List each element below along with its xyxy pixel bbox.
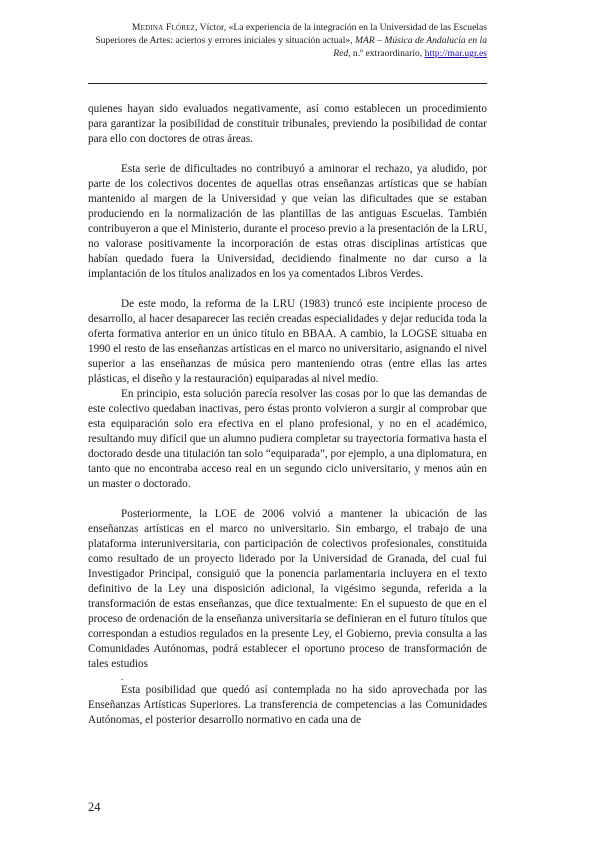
- paragraph: Esta serie de dificultades no contribuyó a aminorar el rechazo, ya aludido, por parte de los colectivos docentes de aquellas otras enseñanzas artísticas que se habían mantenido al margen de la Universidad y que veían las dificultades que se estaban produciendo en la normalización de las plantillas de las antiguas Escuelas. También contribuyeron a que el Ministerio, durante el proceso previo a la presentación de la LRU, no valorase positivamente la incorporación de estas otras disciplinas artísticas que habían quedado fuera la Universidad, decidiendo finalmente no dar curso a la implantación de los títulos analizados en los ya comentados Libros Verdes.: [88, 163, 487, 280]
- page-number: 24: [88, 800, 101, 814]
- paragraph: De este modo, la reforma de la LRU (1983) truncó este incipiente proceso de desarrollo, al hacer desaparecer las recién creadas especialidades y dejar reducida toda la oferta formativa anterior en un único título en BBAA. A cambio, la LOGSE situaba en 1990 el resto de las enseñanzas artísticas en el marco no universitario, asignando el nivel superior a las enseñanzas de música pero manteniendo otras (entre ellas las artes plásticas, el diseño y la restauración) equiparadas al nivel medio.: [88, 298, 487, 385]
- body-text: [88, 102, 487, 743]
- header-line2: Superiores de Artes: aciertos y errores iniciales y situación actual»,: [95, 35, 356, 46]
- header-rule: [88, 83, 487, 84]
- stray-period: .: [121, 672, 124, 682]
- paragraph: Posteriormente, la LOE de 2006 volvió a mantener la ubicación de las enseñanzas artísticas en el marco no universitario. Sin embargo, el trabajo de una plataforma interuniversitaria, con participación de colectivos profesionales, constituida como resultado de un proyecto liderado por la Universidad de Granada, del cual fui Investigador Principal, consiguió que la ponencia parlamentaria incluyera en el texto definitivo de la Ley una disposición adicional, la vigésimo segunda, referida a la transformación de estas enseñanzas, que dice textualmente: En el supuesto de que en el proceso de ordenación de la enseñanza universitaria se definieran en el futuro títulos que correspondan a estudios regulados en la presente Ley, el Gobierno, previa consulta a las Comunidades Autónomas, podrá establecer el oportuno proceso de transformación de tales estudios: [88, 508, 487, 670]
- header-journal-cont: Red: [333, 48, 349, 59]
- paragraph: quienes hayan sido evaluados negativamente, así como establecen un procedimiento para garantizar la posibilidad de constituir tribunales, previendo la posibilidad de contar para ello con doctores de otras áreas.: [88, 103, 487, 145]
- header-line1: , Víctor, «La experiencia de la integración en la Universidad de las Escuelas: [195, 22, 487, 33]
- header-issue: , n.º extraordinario,: [348, 48, 425, 59]
- paragraph: En principio, esta solución parecía resolver las cosas por lo que las demandas de este colectivo quedaban inactivas, pero éstas pronto volvieron a surgir al comprobar que esta equiparación solo era efectiva en el plano profesional, y no en el académico, resultando muy difícil que un alumno pudiera completar su trayectoria formativa hasta el doctorado desde una titulación tan solo “equiparada”, por ejemplo, a una diplomatura, en tanto que no encontraba acceso real en un segundo ciclo universitario, y menos aún en un master o doctorado.: [88, 388, 487, 490]
- header-journal: MAR – Música de Andalucía en la: [355, 35, 487, 46]
- header-author: Medina Flórez: [131, 22, 196, 33]
- paragraph: Esta posibilidad que quedó así contemplada no ha sido aprovechada por las Enseñanzas Artísticas Superiores. La transferencia de competencias a las Comunidades Autónomas, el posterior desarrollo normativo en cada una de: [88, 684, 487, 726]
- running-header: [88, 21, 487, 60]
- header-link[interactable]: http://mar.ugr.es: [424, 48, 487, 59]
